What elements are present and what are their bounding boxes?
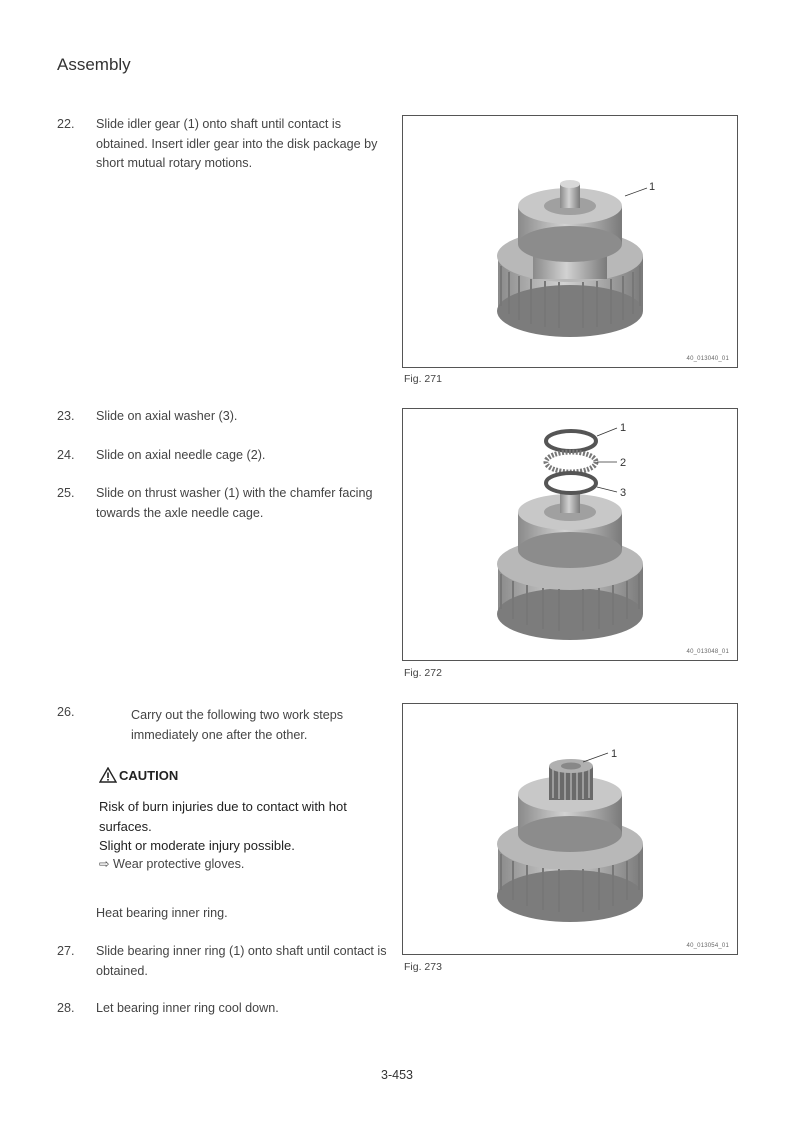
figure-271: [402, 115, 738, 368]
figure-273: [402, 703, 738, 955]
step-number: 27.: [57, 944, 75, 958]
figure-caption: Fig. 273: [404, 961, 442, 973]
callout-label: 1: [611, 748, 618, 760]
step-number: 26.: [57, 705, 75, 719]
figure-caption: Fig. 271: [404, 373, 442, 385]
step-text: Slide on axial needle cage (2).: [96, 448, 266, 462]
step-number: 24.: [57, 448, 75, 462]
caution-line: Slight or moderate injury possible.: [99, 838, 295, 853]
page-number: 3-453: [381, 1068, 413, 1082]
figure-id: 40_013048_01: [686, 649, 729, 655]
step-text: Slide on axial washer (3).: [96, 409, 238, 423]
figure-caption: Fig. 272: [404, 667, 442, 679]
caution-action: ⇨ Wear protective gloves.: [99, 857, 245, 871]
caution-body: [99, 797, 399, 856]
callout-label: 1: [649, 181, 656, 193]
step-number: 28.: [57, 1001, 75, 1015]
step-number: 23.: [57, 409, 75, 423]
step-number: 25.: [57, 486, 75, 500]
step-text: Carry out the following two work steps immediately one after the other.: [131, 708, 344, 742]
section-title: Assembly: [57, 55, 131, 74]
gear-illustration-icon: [403, 116, 737, 367]
callout-label: 1: [620, 422, 627, 434]
callout-label: 3: [620, 487, 627, 499]
step-text: Slide idler gear (1) onto shaft until contact is obtained. Insert idler gear into the disk package by short mutual rotary motions.: [96, 117, 378, 170]
step-number: 22.: [57, 117, 75, 131]
caution-title: CAUTION: [119, 768, 179, 783]
step-text: Slide bearing inner ring (1) onto shaft until contact is obtained.: [96, 944, 387, 978]
caution-heading: [99, 767, 178, 783]
step-text: Let bearing inner ring cool down.: [96, 1001, 279, 1015]
figure-272: [402, 408, 738, 661]
step-text: Slide on thrust washer (1) with the chamfer facing towards the axle needle cage.: [96, 486, 373, 520]
warning-triangle-icon: [99, 767, 117, 783]
figure-id: 40_013054_01: [686, 943, 729, 949]
gear-with-bearing-illustration-icon: [403, 704, 737, 954]
figure-id: 40_013040_01: [686, 356, 729, 362]
callout-label: 2: [620, 457, 627, 469]
gear-with-washers-illustration-icon: [403, 409, 737, 660]
step-text: Heat bearing inner ring.: [96, 906, 228, 920]
caution-line: Risk of burn injuries due to contact with hot surfaces.: [99, 799, 347, 834]
